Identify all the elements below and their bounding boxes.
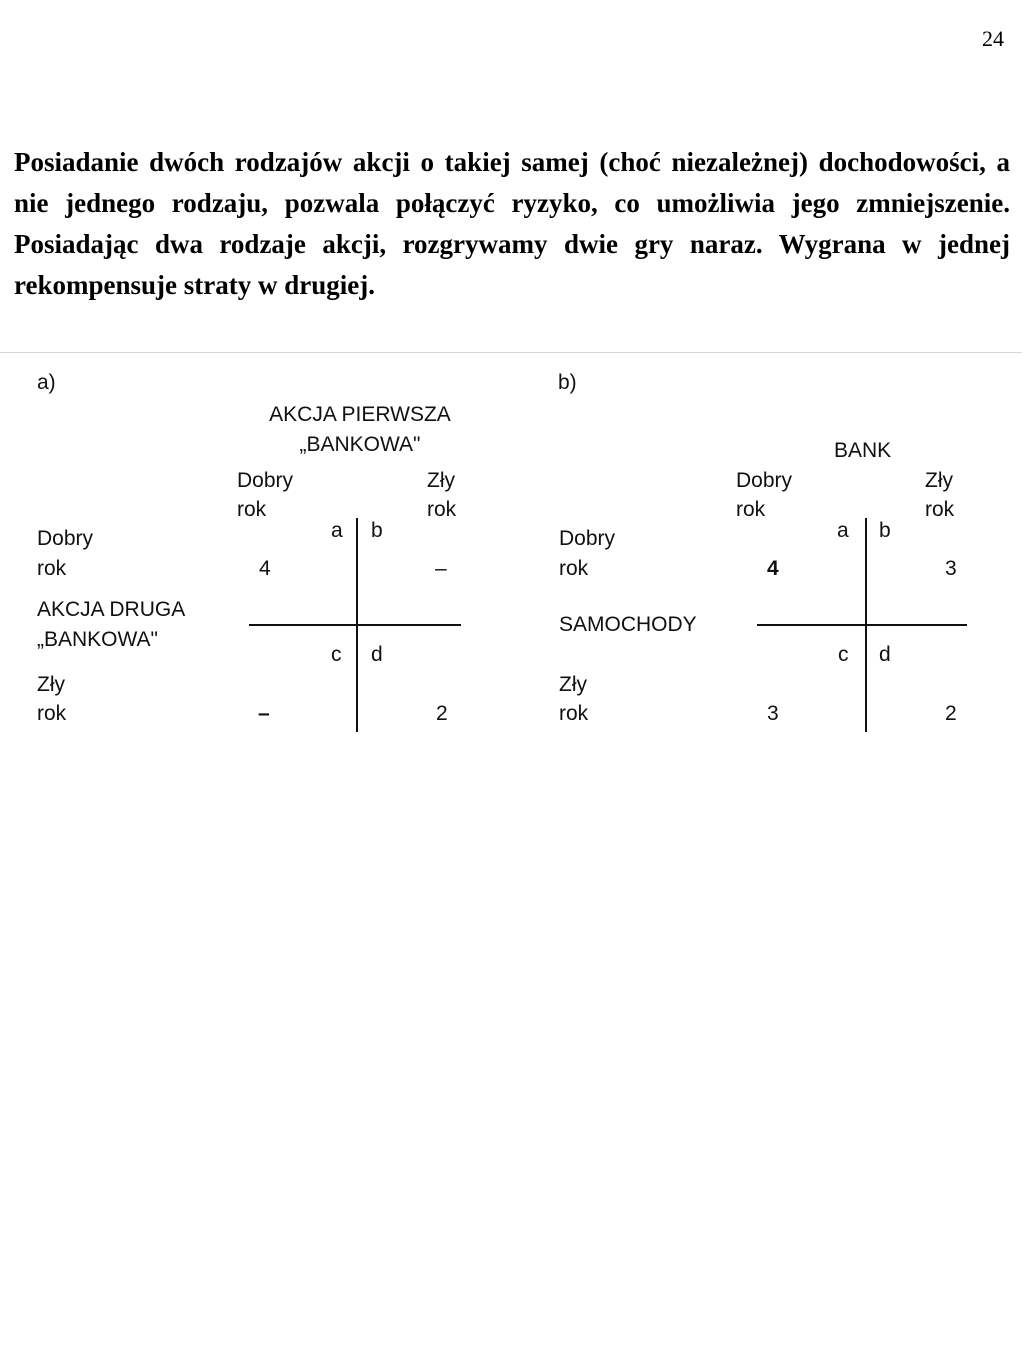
diagram-a-col-left-line2: rok <box>237 498 267 521</box>
diagram-b-quad-d: d <box>879 643 891 666</box>
diagram-b-label: b) <box>558 371 577 394</box>
diagram-b-horizontal-axis <box>757 624 967 626</box>
diagram-a-row-bottom-line2: rok <box>37 702 67 725</box>
diagram-a-col-right-line2: rok <box>427 498 457 521</box>
diagram-a-value-a: 4 <box>259 557 271 580</box>
divider <box>0 352 1022 353</box>
diagram-a-value-d: 2 <box>436 702 448 725</box>
diagram-a-col-right-line1: Zły <box>427 469 455 492</box>
diagram-b-row-middle: SAMOCHODY <box>559 613 697 636</box>
diagram-a-row-middle-line2: „BANKOWA" <box>37 628 159 651</box>
diagram-b-col-left-line1: Dobry <box>736 469 793 492</box>
diagram-b <box>522 360 1012 740</box>
diagram-a-value-b: – <box>435 557 447 580</box>
diagram-a-label: a) <box>37 371 56 394</box>
diagram-a-row-top-line1: Dobry <box>37 527 94 550</box>
diagram-a-quad-d: d <box>371 643 383 666</box>
diagram-b-title: BANK <box>834 439 892 462</box>
diagram-a-quad-b: b <box>371 519 383 542</box>
body-paragraph: Posiadanie dwóch rodzajów akcji o takiej samej (choć niezależnej) dochodowości, a nie jednego rodzaju, pozwala połączyć ryzyko, co umożliwia jego zmniejszenie. Posiadając dwa rodzaje akcji, rozgrywamy dwie gry naraz. Wygrana w jednej rekompensuje straty w drugiej. <box>14 147 1010 300</box>
diagram-b-value-b: 3 <box>945 557 957 580</box>
diagram-b-row-bottom-line2: rok <box>559 702 589 725</box>
diagram-b-value-a: 4 <box>767 557 779 580</box>
diagram-b-value-d: 2 <box>945 702 957 725</box>
diagram-a-horizontal-axis <box>249 624 461 626</box>
diagram-b-value-c: 3 <box>767 702 779 725</box>
diagram-a-quad-a: a <box>331 519 343 542</box>
diagram-a-row-bottom-line1: Zły <box>37 673 65 696</box>
diagram-a-row-middle-line1: AKCJA DRUGA <box>37 598 186 621</box>
diagram-a-col-left-line1: Dobry <box>237 469 294 492</box>
diagram-a-row-top-line2: rok <box>37 557 67 580</box>
diagram-a-title-line1: AKCJA PIERWSZA <box>269 403 451 426</box>
diagram-a-value-c: – <box>258 702 270 725</box>
diagram-b-col-left-line2: rok <box>736 498 766 521</box>
diagram-b-row-top-line1: Dobry <box>559 527 616 550</box>
diagram-a-quad-c: c <box>331 643 342 666</box>
diagram-a <box>0 360 490 740</box>
diagram-b-row-top-line2: rok <box>559 557 589 580</box>
diagram-b-col-right-line2: rok <box>925 498 955 521</box>
diagram-b-col-right-line1: Zły <box>925 469 953 492</box>
page-number: 24 <box>982 26 1004 51</box>
diagram-a-title-line2: „BANKOWA" <box>299 433 421 456</box>
diagram-b-quad-a: a <box>837 519 849 542</box>
diagram-b-row-bottom-line1: Zły <box>559 673 587 696</box>
diagram-b-quad-c: c <box>838 643 849 666</box>
diagram-b-quad-b: b <box>879 519 891 542</box>
